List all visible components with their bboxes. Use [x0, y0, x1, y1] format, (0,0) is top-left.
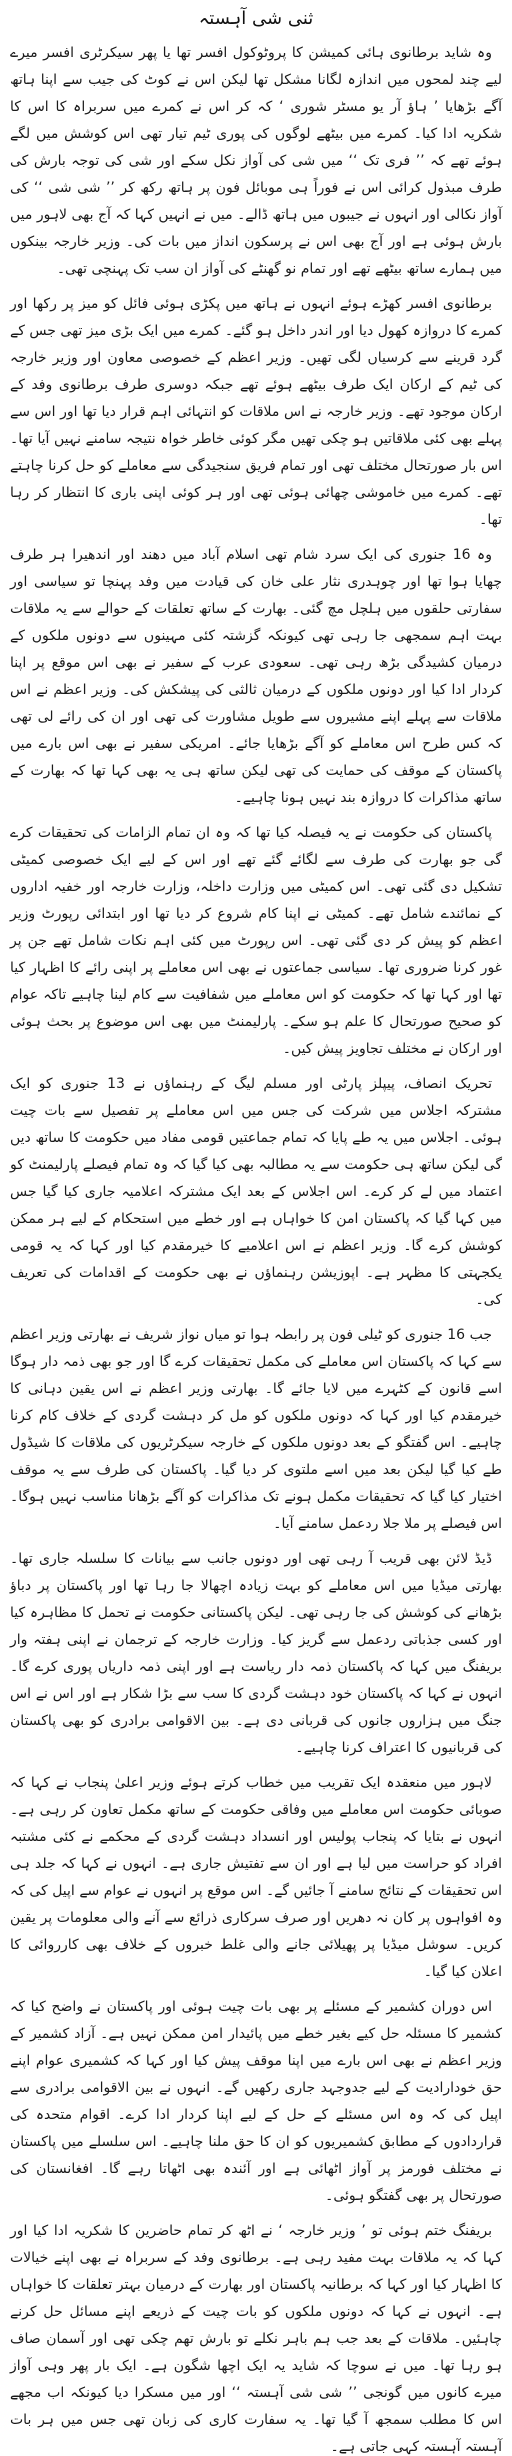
article-paragraph: اس دوران کشمیر کے مسئلے پر بھی بات چیت ہوئی اور پاکستان نے واضح کیا کہ کشمیر کا مسئلہ حل کیے بغیر خطے میں پائیدار امن ممکن نہیں ہے۔ آزاد کشمیر کے وزیر اعظم نے بھی اس بارے میں اپنا موقف پیش کیا اور کہا کہ کشمیری عوام اپنے حق خودارادیت کے لیے جدوجہد جاری رکھیں گے۔ انہوں نے بین الاقوامی برادری سے اپیل کی کہ وہ اس مسئلے کے حل کے لیے اپنا کردار ادا کرے۔ اقوام متحدہ کی قراردادوں کے مطابق کشمیریوں کو ان کا حق ملنا چاہیے۔ اس سلسلے میں پاکستان نے مختلف فورمز پر آواز اٹھائی ہے اور آئندہ بھی اٹھاتا رہے گا۔ افغانستان کی صورتحال پر بھی گفتگو ہوئی۔	[10, 1999, 502, 2204]
article-paragraph: وہ 16 جنوری کی ایک سرد شام تھی اسلام آباد میں دھند اور اندھیرا ہر طرف چھایا ہوا تھا اور چوہدری نثار علی خان کی قیادت میں وفد پہنچا تو سیاسی اور سفارتی حلقوں میں ہلچل مچ گئی۔ بھارت کے ساتھ تعلقات کے حوالے سے یہ ملاقات بہت اہم سمجھی جا رہی تھی کیونکہ گزشتہ کئی مہینوں سے دونوں ملکوں کے درمیان کشیدگی بڑھ رہی تھی۔ سعودی عرب کے سفیر نے بھی اس موقع پر اپنا کردار ادا کیا اور دونوں ملکوں کے درمیان ثالثی کی پیشکش کی۔ وزیر اعظم نے اس ملاقات سے پہلے اپنے مشیروں سے طویل مشاورت کی تھی اور ان کی رائے لی تھی کہ کس طرح اس معاملے کو آگے بڑھایا جائے۔ امریکی سفیر نے بھی اس بارے میں پاکستان کے موقف کی حمایت کی تھی لیکن ساتھ ہی یہ بھی کہا تھا کہ بھارت کے ساتھ مذاکرات کا دروازہ بند نہیں ہونا چاہیے۔	[10, 547, 502, 806]
article-paragraph: برطانوی افسر کھڑے ہوئے انہوں نے ہاتھ میں پکڑی ہوئی فائل کو میز پر رکھا اور کمرے کا دروازہ کھول دیا اور اندر داخل ہو گئے۔ کمرے میں ایک بڑی میز تھی جس کے گرد قرینے سے کرسیاں لگی تھیں۔ وزیر اعظم کے خصوصی معاون اور وزیر خارجہ کی ٹیم کے ارکان ایک طرف بیٹھے ہوئے تھے جبکہ دوسری طرف برطانوی وفد کے ارکان موجود تھے۔ وزیر خارجہ نے اس ملاقات کو انتہائی اہم قرار دیا تھا اور اس سے پہلے بھی کئی ملاقاتیں ہو چکی تھیں مگر کوئی خاطر خواہ نتیجہ سامنے نہیں آیا تھا۔ اس بار صورتحال مختلف تھی اور تمام فریق سنجیدگی سے معاملے کو حل کرنا چاہتے تھے۔ کمرے میں خاموشی چھائی ہوئی تھی اور ہر کوئی اپنی باری کا انتظار کر رہا تھا۔	[10, 296, 502, 528]
article-paragraph: لاہور میں منعقدہ ایک تقریب میں خطاب کرتے ہوئے وزیر اعلیٰ پنجاب نے کہا کہ صوبائی حکومت اس معاملے میں وفاقی حکومت کے ساتھ مکمل تعاون کر رہی ہے۔ انہوں نے بتایا کہ پنجاب پولیس اور انسداد دہشت گردی کے محکمے نے کئی مشتبہ افراد کو حراست میں لیا ہے اور ان سے تفتیش جاری ہے۔ انہوں نے کہا کہ جلد ہی اس تحقیقات کے نتائج سامنے آ جائیں گے۔ اس موقع پر انہوں نے عوام سے اپیل کی کہ وہ افواہوں پر کان نہ دھریں اور صرف سرکاری ذرائع سے آنے والی معلومات پر یقین کریں۔ سوشل میڈیا پر پھیلائی جانے والی غلط خبروں کے خلاف بھی کارروائی کا اعلان کیا گیا۔	[10, 1775, 502, 1980]
article-headline: ثنی شی آہستہ	[198, 8, 314, 29]
article-paragraph: پاکستان کی حکومت نے یہ فیصلہ کیا تھا کہ وہ ان تمام الزامات کی تحقیقات کرے گی جو بھارت کی طرف سے لگائے گئے تھے اور اس کے لیے ایک خصوصی کمیٹی تشکیل دی گئی تھی۔ اس کمیٹی میں وزارت داخلہ، وزارت خارجہ اور خفیہ اداروں کے نمائندے شامل تھے۔ کمیٹی نے اپنا کام شروع کر دیا تھا اور ابتدائی رپورٹ وزیر اعظم کو پیش کر دی گئی تھی۔ اس رپورٹ میں کئی اہم نکات شامل تھے جن پر غور کرنا ضروری تھا۔ سیاسی جماعتوں نے بھی اس معاملے پر اپنی رائے کا اظہار کیا تھا اور کہا تھا کہ حکومت کو اس معاملے میں شفافیت سے کام لینا چاہیے تاکہ عوام کو صحیح صورتحال کا علم ہو سکے۔ پارلیمنٹ میں بھی اس موضوع پر بحث ہوئی اور ارکان نے مختلف تجاویز پیش کیں۔	[10, 825, 502, 1057]
article-paragraph: جب 16 جنوری کو ٹیلی فون پر رابطہ ہوا تو میاں نواز شریف نے بھارتی وزیر اعظم سے کہا کہ پاکستان اس معاملے کی مکمل تحقیقات کرے گا اور جو بھی ذمہ دار ہوگا اسے قانون کے کٹہرے میں لایا جائے گا۔ بھارتی وزیر اعظم نے اس یقین دہانی کا خیرمقدم کیا اور کہا کہ دونوں ملکوں کو مل کر دہشت گردی کے خلاف کام کرنا چاہیے۔ اس گفتگو کے بعد دونوں ملکوں کے خارجہ سیکرٹریوں کی ملاقات کا شیڈول طے کیا گیا لیکن بعد میں اسے ملتوی کر دیا گیا۔ پاکستان کی طرف سے یہ موقف اختیار کیا گیا کہ تحقیقات مکمل ہونے تک مذاکرات کو آگے بڑھانا مناسب نہیں ہوگا۔ اس فیصلے پر ملا جلا ردعمل سامنے آیا۔	[10, 1327, 502, 1532]
article-paragraph: تحریک انصاف، پیپلز پارٹی اور مسلم لیگ کے رہنماؤں نے 13 جنوری کو ایک مشترکہ اجلاس میں شرکت کی جس میں اس معاملے پر تفصیل سے بات چیت ہوئی۔ اجلاس میں یہ طے پایا کہ تمام جماعتیں قومی مفاد میں حکومت کا ساتھ دیں گی لیکن ساتھ ہی حکومت سے یہ مطالبہ بھی کیا گیا کہ وہ تمام فیصلے پارلیمنٹ کو اعتماد میں لے کر کرے۔ اس اجلاس کے بعد ایک مشترکہ اعلامیہ جاری کیا گیا جس میں کہا گیا کہ پاکستان امن کا خواہاں ہے اور خطے میں استحکام کے لیے ہر ممکن کوشش کرے گا۔ وزیر اعظم نے اس اعلامیے کا خیرمقدم کیا اور کہا کہ یہ قومی یکجہتی کا مظہر ہے۔ اپوزیشن رہنماؤں نے بھی حکومت کے اقدامات کی تعریف کی۔	[10, 1076, 502, 1308]
article-paragraph: ڈیڈ لائن بھی قریب آ رہی تھی اور دونوں جانب سے بیانات کا سلسلہ جاری تھا۔ بھارتی میڈیا میں اس معاملے کو بہت زیادہ اچھالا جا رہا تھا اور پاکستان پر دباؤ بڑھانے کی کوشش کی جا رہی تھی۔ لیکن پاکستانی حکومت نے تحمل کا مظاہرہ کیا اور کسی جذباتی ردعمل سے گریز کیا۔ وزارت خارجہ کے ترجمان نے اپنی ہفتہ وار بریفنگ میں کہا کہ پاکستان ذمہ دار ریاست ہے اور اپنی ذمہ داریاں پوری کرے گا۔ انہوں نے کہا کہ پاکستان خود دہشت گردی کا سب سے بڑا شکار ہے اور اس نے اس جنگ میں ہزاروں جانوں کی قربانی دی ہے۔ بین الاقوامی برادری کو بھی پاکستان کی قربانیوں کا اعتراف کرنا چاہیے۔	[10, 1551, 502, 1756]
article-body	[10, 40, 502, 2456]
article-paragraph: بریفنگ ختم ہوئی تو ’ وزیر خارجہ ‘ نے اٹھ کر تمام حاضرین کا شکریہ ادا کیا اور کہا کہ یہ ملاقات بہت مفید رہی ہے۔ برطانوی وفد کے سربراہ نے بھی اپنے خیالات کا اظہار کیا اور کہا کہ برطانیہ پاکستان اور بھارت کے درمیان بہتر تعلقات کا خواہاں ہے۔ انہوں نے کہا کہ دونوں ملکوں کو بات چیت کے ذریعے اپنے مسائل حل کرنے چاہئیں۔ ملاقات کے بعد جب ہم باہر نکلے تو بارش تھم چکی تھی اور آسمان صاف ہو رہا تھا۔ میں نے سوچا کہ شاید یہ ایک اچھا شگون ہے۔ ایک بار پھر وہی آواز میرے کانوں میں گونجی ’’ شی شی آہستہ ‘‘ اور میں مسکرا دیا کیونکہ اب مجھے اس کا مطلب سمجھ آ گیا تھا۔ یہ سفارت کاری کی زبان تھی جس میں ہر بات آہستہ آہستہ کہی جاتی ہے۔	[10, 2223, 502, 2455]
article-paragraph: وہ شاید برطانوی ہائی کمیشن کا پروٹوکول افسر تھا یا پھر سیکرٹری افسر میرے لیے چند لمحوں میں اندازہ لگانا مشکل تھا لیکن اس نے کوٹ کی جیب سے اپنا ہاتھ آگے بڑھایا ’ ہاؤ آر یو مسٹر شوری ‘ کہ کر اس نے کمرے میں سربراہ کا اس کا شکریہ ادا کیا۔ کمرے میں بیٹھے لوگوں کی پوری ٹیم تیار تھی اس کوشش میں لگے ہوئے تھے کہ ’’ فری تک ‘‘ میں شی کی آواز نکل سکے اور شی کی توجہ بارش کی طرف مبذول کرائی اس نے فوراً ہی موبائل فون پر ہاتھ رکھ کر ’’ شی شی ‘‘ کی آواز نکالی اور انہوں نے جیبوں میں ہاتھ ڈالے۔ میں نے انہیں کہا کہ آج بھی لاہور میں بارش ہوئی ہے اور آج بھی اس نے پرسکون انداز میں بات کی۔ وزیر خارجہ بینکوں میں ہمارے ساتھ بیٹھے تھے اور تمام نو گھنٹے کی آواز ان سب تک پہنچی تھی۔	[10, 45, 502, 277]
